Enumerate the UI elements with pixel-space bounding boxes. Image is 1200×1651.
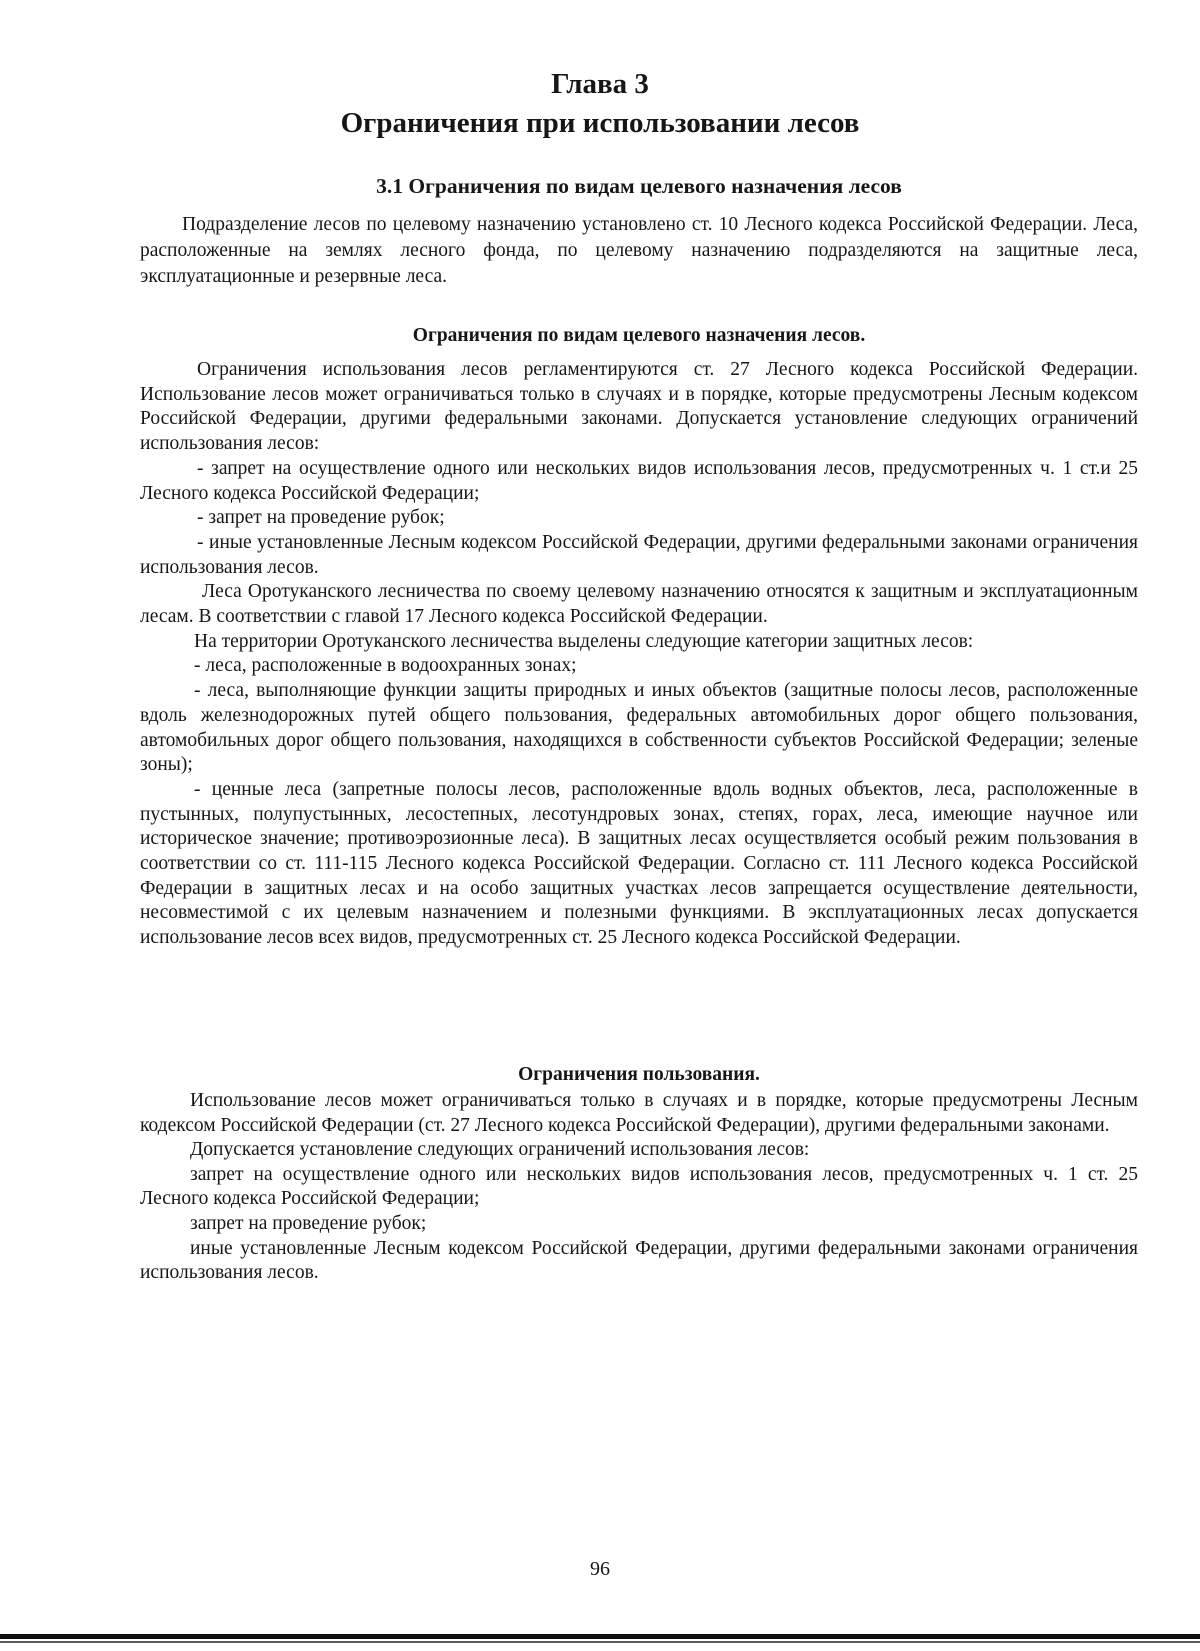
list-item: - ценные леса (запретные полосы лесов, расположенные вдоль водных объектов, леса, расположенные в пустынных, полупустынных, лесостепных, лесотундровых зонах, степях, горах, леса, имеющие научное или историческое значение; противоэрозионные леса). В защитных лесах осуществляется особый режим пользования в соответствии со ст. 111-115 Лесного кодекса Российской Федерации. Согласно ст. 111 Лесного кодекса Российской Федерации в защитных лесах и на особо защитных участках лесов запрещается осуществление деятельности, несовместимой с их целевым назначением и полезными функциями. В эксплуатационных лесах допускается использование лесов всех видов, предусмотренных ст. 25 Лесного кодекса Российской Федерации. bbox=[140, 778, 1138, 949]
section-3-1-body bbox=[140, 212, 1138, 290]
paragraph: Подразделение лесов по целевому назначению установлено ст. 10 Лесного кодекса Российской Федерации. Леса, расположенные на землях лесного фонда, по целевому назначению подразделяются на защитные леса, эксплуатационные и резервные леса. bbox=[140, 214, 1138, 287]
list-item: запрет на проведение рубок; bbox=[190, 1212, 427, 1234]
chapter-number: Глава 3 bbox=[551, 68, 649, 100]
list-item: - запрет на проведение рубок; bbox=[197, 507, 445, 529]
list-item: - леса, расположенные в водоохранных зонах; bbox=[194, 655, 577, 677]
restrictions-by-type-heading: Ограничения по видам целевого назначения лесов. bbox=[412, 325, 866, 346]
paragraph: Ограничения использования лесов регламентируются ст. 27 Лесного кодекса Российской Федерации. Использование лесов может ограничиваться только в случаях и в порядке, которые предусмотрены Лесным кодексом Российской Федерации, другими федеральными законами. Допускается установление следующих ограничений использования лесов: bbox=[140, 359, 1138, 455]
list-item: - запрет на осуществление одного или нескольких видов использования лесов, предусмотренных ч. 1 ст.и 25 Лесного кодекса Российской Федерации; bbox=[140, 457, 1138, 504]
section-3-1-heading: 3.1 Ограничения по видам целевого назначения лесов bbox=[376, 174, 902, 198]
paragraph: Допускается установление следующих ограничений использования лесов: bbox=[190, 1139, 810, 1161]
list-item: иные установленные Лесным кодексом Российской Федерации, другими федеральными законами ограничения использования лесов. bbox=[140, 1237, 1138, 1284]
list-item: - иные установленные Лесным кодексом Российской Федерации, другими федеральными законами ограничения использования лесов. bbox=[140, 531, 1138, 578]
bottom-rule-shadow bbox=[0, 1641, 1200, 1643]
page-number: 96 bbox=[590, 1558, 610, 1580]
paragraph: На территории Оротуканского лесничества выделены следующие категории защитных лесов: bbox=[194, 630, 974, 652]
restrictions-by-type-body bbox=[140, 358, 1138, 951]
list-item: запрет на осуществление одного или нескольких видов использования лесов, предусмотренных ч. 1 ст. 25 Лесного кодекса Российской Федерации; bbox=[140, 1163, 1138, 1210]
paragraph: Леса Оротуканского лесничества по своему целевому назначению относятся к защитным и эксплуатационным лесам. В соответствии с главой 17 Лесного кодекса Российской Федерации. bbox=[140, 581, 1138, 628]
list-item: - леса, выполняющие функции защиты природных и иных объектов (защитные полосы лесов, расположенные вдоль железнодорожных путей общего пользования, федеральных автомобильных дорог общего пользования, автомобильных дорог общего пользования, находящихся в собственности субъектов Российской Федерации; зеленые зоны); bbox=[140, 680, 1138, 776]
bottom-rule bbox=[0, 1634, 1200, 1639]
chapter-title: Ограничения при использовании лесов bbox=[340, 107, 860, 139]
usage-restrictions-heading: Ограничения пользования. bbox=[518, 1064, 760, 1085]
usage-restrictions-body bbox=[140, 1089, 1138, 1286]
paragraph: Использование лесов может ограничиваться только в случаях и в порядке, которые предусмотрены Лесным кодексом Российской Федерации (ст. 27 Лесного кодекса Российской Федерации), другими федеральными законами. bbox=[140, 1090, 1138, 1136]
